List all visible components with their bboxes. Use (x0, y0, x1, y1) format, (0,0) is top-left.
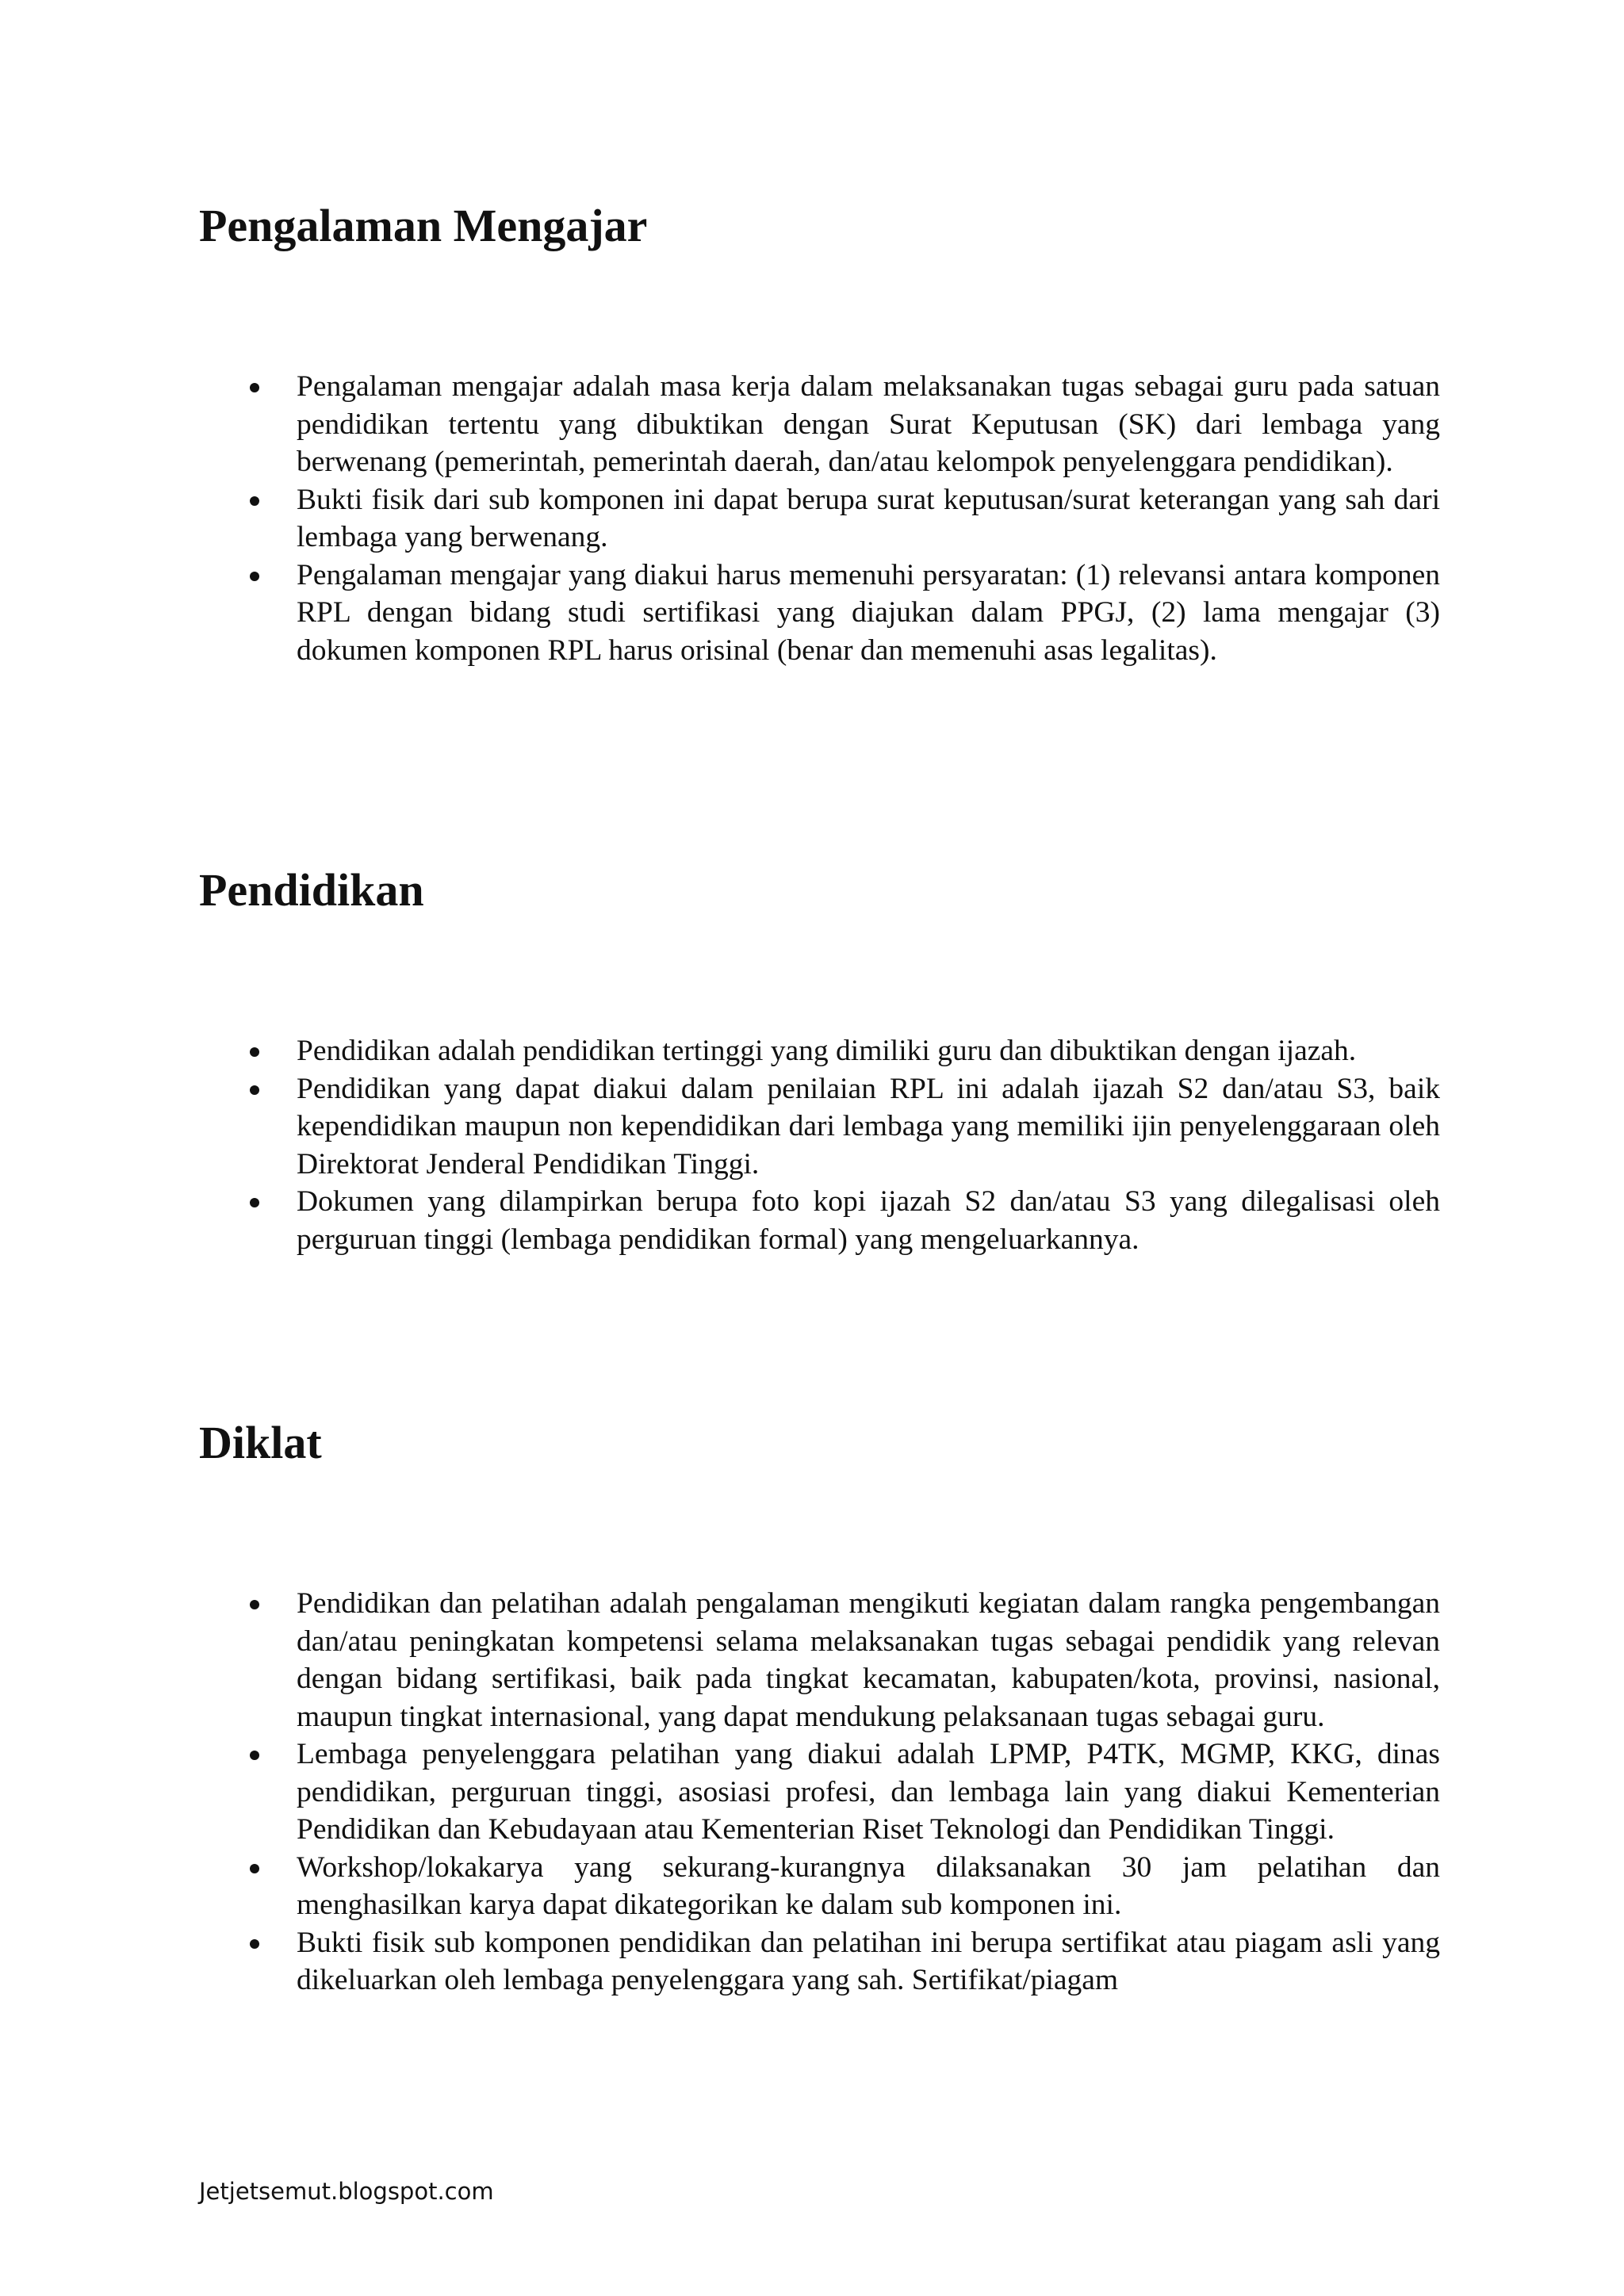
list-item (297, 368, 1440, 481)
section-pengalaman-mengajar (199, 198, 1440, 667)
section-title: Diklat (199, 1417, 322, 1468)
list-item-text: Bukti fisik sub komponen pendidikan dan pelatihan ini berupa sertifikat atau piagam asli yang dikeluarkan oleh lembaga penyelenggara yang sah. Sertifikat/piagam (297, 1926, 1440, 1996)
bullet-list (297, 1585, 1440, 1999)
section-diklat (199, 1415, 1440, 1996)
list-item-text: Dokumen yang dilampirkan berupa foto kopi ijazah S2 dan/atau S3 yang dilegalisasi oleh perguruan tinggi (lembaga pendidikan formal) yang mengeluarkannya. (297, 1185, 1440, 1256)
list-item-text: Lembaga penyelenggara pelatihan yang diakui adalah LPMP, P4TK, MGMP, KKG, dinas pendidikan, perguruan tinggi, asosiasi profesi, dan lembaga lain yang diakui Kementerian Pendidikan dan Kebudayaan atau Kementerian Riset Teknologi dan Pendidikan Tinggi. (297, 1738, 1440, 1846)
list-item-text: Pendidikan dan pelatihan adalah pengalaman mengikuti kegiatan dalam rangka pengembangan dan/atau peningkatan kompetensi selama melaksanakan tugas sebagai pendidik yang relevan dengan bidang sertifikasi, baik pada tingkat kecamatan, kabupaten/kota, provinsi, nasional, maupun tingkat internasional, yang dapat mendukung pelaksanaan tugas sebagai guru. (297, 1587, 1440, 1733)
list-item (297, 1585, 1440, 1735)
list-item (297, 1183, 1440, 1258)
bullet-list (297, 1032, 1440, 1258)
list-item (297, 1735, 1440, 1849)
section-title: Pendidikan (199, 864, 424, 916)
list-item (297, 481, 1440, 557)
list-item-text: Pendidikan yang dapat diakui dalam penilaian RPL ini adalah ijazah S2 dan/atau S3, baik kependidikan maupun non kependidikan dari lembaga yang memiliki ijin penyelenggaraan oleh Direktorat Jenderal Pendidikan Tinggi. (297, 1072, 1440, 1181)
list-item (297, 557, 1440, 670)
list-item-text: Pendidikan adalah pendidikan tertinggi yang dimiliki guru dan dibuktikan dengan ijazah. (297, 1035, 1357, 1067)
bullet-icon (250, 1600, 259, 1609)
bullet-icon (250, 1047, 259, 1057)
bullet-icon (250, 1864, 259, 1873)
bullet-icon (250, 1939, 259, 1949)
section-pendidikan (199, 863, 1440, 1256)
list-item (297, 1032, 1440, 1070)
list-item (297, 1070, 1440, 1184)
bullet-icon (250, 1085, 259, 1095)
footer-source-text: Jetjetsemut.blogspot.com (199, 2178, 494, 2205)
bullet-icon (250, 1198, 259, 1207)
bullet-icon (250, 496, 259, 506)
list-item (297, 1849, 1440, 1924)
section-title: Pengalaman Mengajar (199, 200, 648, 251)
list-item-text: Workshop/lokakarya yang sekurang-kurangnya dilaksanakan 30 jam pelatihan dan menghasilkan karya dapat dikategorikan ke dalam sub komponen ini. (297, 1850, 1440, 1921)
bullet-icon (250, 572, 259, 581)
list-item-text: Bukti fisik dari sub komponen ini dapat berupa surat keputusan/surat keterangan yang sah dari lembaga yang berwenang. (297, 483, 1440, 553)
bullet-icon (250, 1751, 259, 1760)
bullet-list (297, 368, 1440, 669)
list-item (297, 1924, 1440, 1999)
list-item-text: Pengalaman mengajar yang diakui harus memenuhi persyaratan: (1) relevansi antara komponen RPL dengan bidang studi sertifikasi yang diajukan dalam PPGJ, (2) lama mengajar (3) dokumen komponen RPL harus orisinal (benar dan memenuhi asas legalitas). (297, 558, 1440, 667)
bullet-icon (250, 383, 259, 392)
list-item-text: Pengalaman mengajar adalah masa kerja dalam melaksanakan tugas sebagai guru pada satuan pendidikan tertentu yang dibuktikan dengan Surat Keputusan (SK) dari lembaga yang berwenang (pemerintah, pemerintah daerah, dan/atau kelompok penyelenggara pendidikan). (297, 370, 1440, 478)
